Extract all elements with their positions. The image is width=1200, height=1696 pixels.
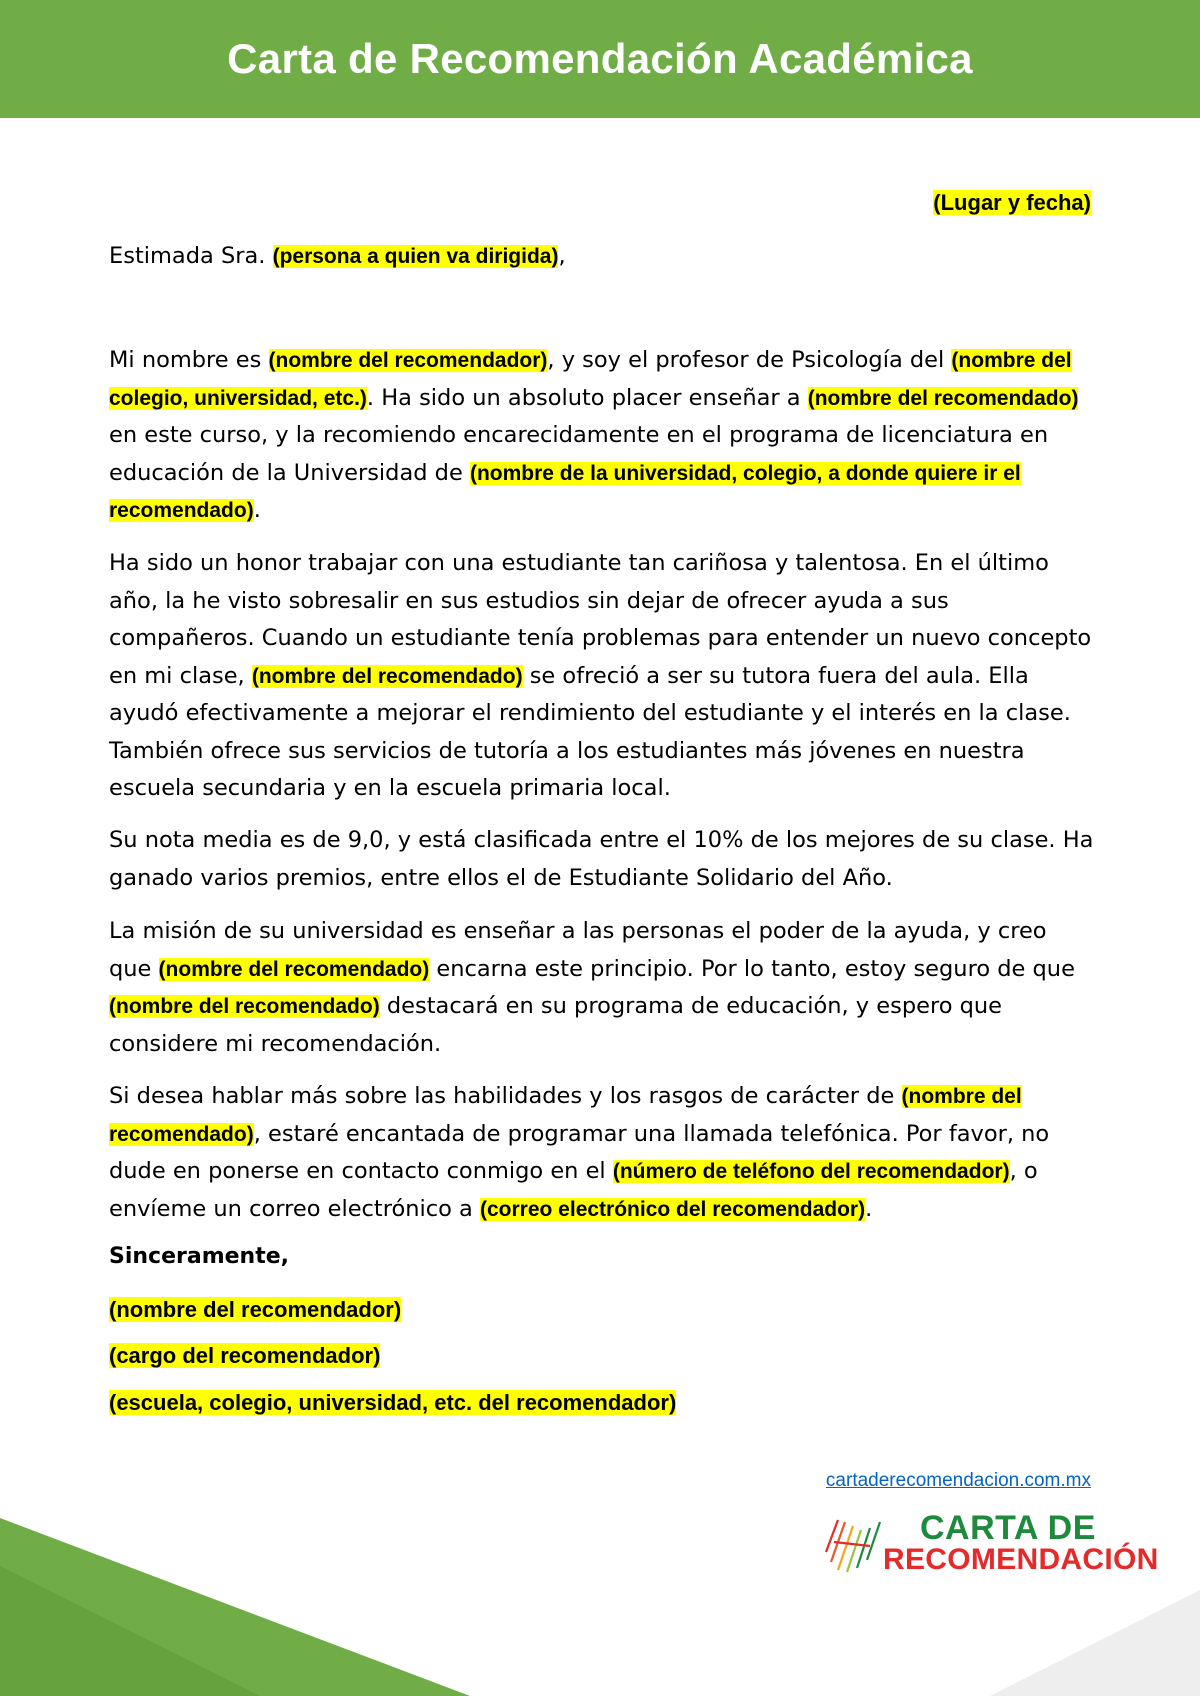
p4-placeholder-recommended-2: (nombre del recomendado) xyxy=(109,995,380,1018)
paragraph-3 xyxy=(109,822,1094,897)
signature-role: (cargo del recomendador) xyxy=(109,1343,381,1368)
p5-text-4: . xyxy=(865,1195,873,1222)
p1-placeholder-university: (nombre de la universidad, colegio, a donde quiere ir el recomendado) xyxy=(109,461,1021,522)
greeting-text: Estimada Sra. xyxy=(109,243,273,269)
brand-logo-icon xyxy=(820,1512,890,1578)
p4-text-1: La misión de su universidad es enseñar a las personas el poder de la ayuda, y creo que xyxy=(109,918,1047,982)
paragraph-4 xyxy=(109,913,1094,1063)
p4-placeholder-recommended-1: (nombre del recomendado) xyxy=(158,957,430,981)
brand-logo xyxy=(820,1509,1159,1578)
paragraph-1 xyxy=(109,342,1094,530)
greeting xyxy=(109,238,566,276)
paragraph-2 xyxy=(109,545,1094,808)
green-corner-shape xyxy=(0,1518,470,1696)
website-link[interactable]: cartaderecomendacion.com.mx xyxy=(825,1470,1091,1491)
greeting-suffix: , xyxy=(558,243,566,269)
paragraph-5 xyxy=(109,1078,1094,1228)
brand-logo-line-2: RECOMENDACIÓN xyxy=(883,1543,1159,1576)
p1-text-2: , y soy el profesor de Psicología del xyxy=(547,347,952,373)
signature-name-line xyxy=(109,1297,401,1323)
p1-placeholder-recommender: (nombre del recomendador) xyxy=(268,349,548,372)
p1-text-5: . xyxy=(253,497,261,523)
signature-name: (nombre del recomendador) xyxy=(109,1297,402,1322)
p1-text-4: en este curso, y la recomiendo encarecidamente en el programa de licenciatura en educación de la Universidad de xyxy=(109,422,1049,486)
p2-placeholder-recommended: (nombre del recomendado) xyxy=(251,664,523,688)
signature-role-line xyxy=(109,1343,380,1369)
signature-school-line xyxy=(109,1390,676,1416)
p5-text-3: , o envíeme un correo electrónico a xyxy=(109,1158,1038,1222)
p2-text-2: se ofreció a ser su tutora fuera del aula. Ella ayudó efectivamente a mejorar el rendimiento del estudiante y el interés en la clase. También ofrece sus servicios de tutoría a los estudiantes más jóvenes en nuestra escuela secundaria y en la escuela primaria local. xyxy=(109,662,1071,801)
recipient-placeholder: (persona a quien va dirigida) xyxy=(272,245,559,268)
p5-placeholder-email: (correo electrónico del recomendador) xyxy=(480,1197,866,1221)
grey-corner-shape xyxy=(990,1590,1200,1696)
p5-text-2: , estaré encantada de programar una llamada telefónica. Por favor, no dude en ponerse en contacto conmigo en el xyxy=(109,1120,1050,1184)
closing: Sinceramente, xyxy=(109,1244,290,1269)
p1-text-1: Mi nombre es xyxy=(109,347,269,373)
green-corner-shade xyxy=(0,1566,260,1696)
p1-placeholder-school: (nombre del colegio, universidad, etc.) xyxy=(109,349,1072,410)
brand-logo-line-1: CARTA DE xyxy=(920,1509,1096,1547)
p5-placeholder-recommended: (nombre del recomendado) xyxy=(109,1085,1022,1146)
signature-school: (escuela, colegio, universidad, etc. del recomendador) xyxy=(109,1390,677,1415)
p5-placeholder-phone: (número de teléfono del recomendador) xyxy=(612,1160,1010,1183)
p4-text-3: destacará en su programa de educación, y espero que considere mi recomendación. xyxy=(109,993,1003,1057)
p1-text-3: . Ha sido un absoluto placer enseñar a xyxy=(366,384,808,411)
p2-text-1: Ha sido un honor trabajar con una estudiante tan cariñosa y talentosa. En el último año, la he visto sobresalir en sus estudios sin dejar de ofrecer ayuda a sus compañeros. Cuando un estudiante tenía problemas para entender un nuevo concepto en mi clase, xyxy=(109,550,1092,689)
p3-text-1: Su nota media es de 9,0, y está clasificada entre el 10% de los mejores de su clase. Ha ganado varios premios, entre ellos el de Estudiante Solidario del Año. xyxy=(109,827,1094,891)
place-date: (Lugar y fecha) xyxy=(933,190,1091,215)
page-title: Carta de Recomendación Académica xyxy=(227,35,973,82)
p4-text-2: encarna este principio. Por lo tanto, estoy seguro de que xyxy=(429,955,1075,982)
p5-text-1: Si desea hablar más sobre las habilidades y los rasgos de carácter de xyxy=(109,1083,902,1109)
p1-placeholder-recommended: (nombre del recomendado) xyxy=(807,386,1079,410)
place-date-placeholder xyxy=(933,190,1091,216)
header-bar xyxy=(0,0,1200,118)
